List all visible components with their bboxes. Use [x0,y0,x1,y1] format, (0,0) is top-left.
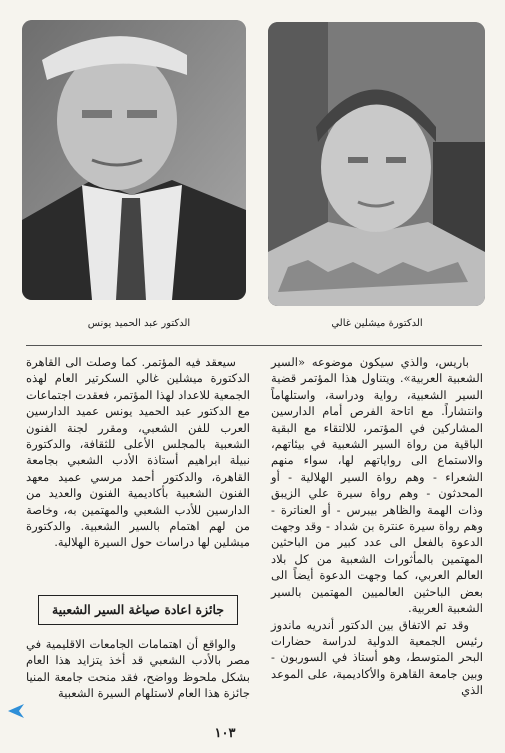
article-column-left-continued [26,636,250,716]
article-column-left [26,354,250,574]
section-divider [26,345,482,346]
left-arrow-icon[interactable] [8,704,32,718]
caption-left: الدكتور عبد الحميد يونس [87,318,191,329]
photo-abdel-hamid-younes [22,20,246,300]
section-heading: جائزة اعادة صياغة السير الشعبية [38,595,238,625]
paragraph: وقد تم الاتفاق بين الدكتور أندريه ماندوز رئيس الجمعية الدولية لدراسة حضارات البحر المتوسط، وهو أستاذ في السوربون - وبين جامعة القاهرة والأكاديمية، على الموعد الذي [271,617,483,698]
article-column-right [271,354,483,698]
paragraph: والواقع أن اهتمامات الجامعات الاقليمية في مصر بالأدب الشعبي قد أخذ يتزايد هذا العام بشكل ملحوظ وواضح، فقد منحت جامعة المنيا جائزة هذا العام لاستلهام السيرة الشعبية [26,637,250,701]
caption-right: الدكتورة ميشلين غالي [331,318,423,329]
photo-micheline-ghali [268,22,485,306]
paragraph: سيعقد فيه المؤتمر. كما وصلت الى القاهرة الدكتورة ميشلين غالي السكرتير العام لهذه الجمعية للاعداد لهذا المؤتمر، فعقدت اجتماعات مع الدكتور عبد الحميد يونس عميد الدارسين العرب للفن الشعبي، ومقرر لجنة الفنون الشعبية بالمجلس الأعلى للثقافة، والدكتورة نبيلة ابراهيم أستاذة الأدب الشعبي بجامعة القاهرة، والدكتور أحمد مرسي عميد معهد الفنون الشعبية بأكاديمية الفنون والعديد من الدارسين للأدب الشعبي والمهتمين به، وخاصة من لهم اهتمام بالسير الشعبية. والدكتورة ميشلين لها دراسات حول السيرة الهلالية. [26,355,250,550]
portrait-man-illustration [22,20,246,300]
paragraph: باريس، والذي سيكون موضوعه «السير الشعبية العربية». ويتناول هذا المؤتمر قضية السير الشعبية، رواية ودراسة، واستلهاماً وانتشاراً. مع اتاحة الفرص أمام الدارسين المشاركين في المؤتمر، للالتقاء مع البقية الباقية من رواة السير الشعبية في بيئاتهم، والاستماع الى رواياتهم لها، سواء منهم الشعراء - وهم رواة السير الهلالية - أو المحدثون - وهم رواة سيرة علي الزيبق وذات الهمة والظاهر بيبرس - أو العناترة - وهم رواة سيرة عنترة بن شداد - وقد وجهت الدعوة بالفعل الى عدد كبير من الباحثين المهتمين بالمأثورات الشعبية من كل بلاد العالم العربي، كما وجهت الدعوة أيضاً الى بعض الباحثين العالميين المهتمين بالسير الشعبية العربية. [271,355,483,616]
page-number: ١٠٣ [214,726,236,741]
portrait-woman-illustration [268,22,485,306]
